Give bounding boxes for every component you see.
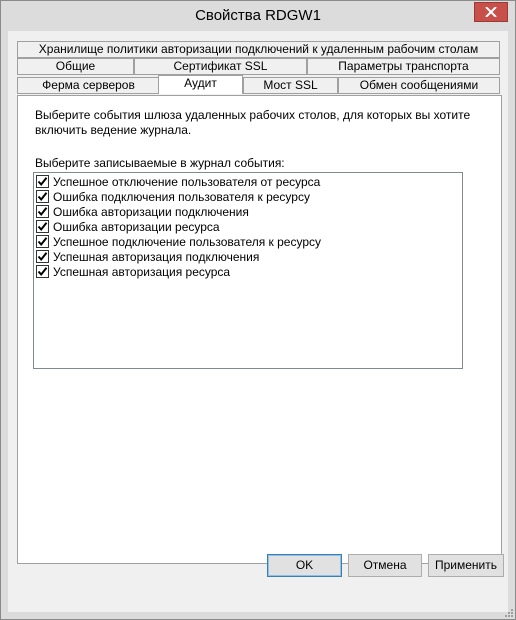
ok-button[interactable]: OK [267, 554, 342, 577]
close-icon [485, 7, 497, 17]
list-item[interactable] [36, 219, 220, 234]
tab-label: Аудит [184, 76, 217, 90]
audit-tab-panel [17, 95, 502, 564]
list-item[interactable] [36, 249, 259, 264]
checkmark-icon [37, 266, 48, 277]
tab-messaging[interactable] [338, 77, 500, 94]
events-checklist[interactable] [33, 172, 463, 369]
list-item[interactable] [36, 234, 321, 249]
event-label: Ошибка авторизации ресурса [53, 219, 220, 234]
tab-transport-settings[interactable] [307, 58, 500, 75]
tab-label: Параметры транспорта [338, 59, 469, 73]
checkmark-icon [37, 206, 48, 217]
tab-label: Мост SSL [263, 78, 318, 92]
checkmark-icon [37, 251, 48, 262]
list-item[interactable] [36, 204, 249, 219]
checkmark-icon [37, 176, 48, 187]
checkmark-icon [37, 236, 48, 247]
tab-label: Обмен сообщениями [359, 78, 479, 92]
checkbox[interactable] [36, 265, 49, 278]
window-title: Свойства RDGW1 [195, 7, 321, 24]
checkmark-icon [37, 191, 48, 202]
checkbox[interactable] [36, 220, 49, 233]
list-item[interactable] [36, 264, 230, 279]
event-label: Ошибка подключения пользователя к ресурсу [53, 189, 310, 204]
tab-label: Общие [55, 59, 96, 73]
tab-label: Сертификат SSL [173, 59, 268, 73]
audit-description: Выберите события шлюза удаленных рабочих столов, для которых вы хотите включить ведение журнала. [35, 108, 471, 137]
checkbox[interactable] [36, 235, 49, 248]
tab-server-farm[interactable] [17, 77, 160, 94]
resize-grip-icon[interactable] [503, 607, 513, 617]
tab-rd-cap-store[interactable] [17, 41, 500, 58]
event-label: Ошибка авторизации подключения [53, 204, 249, 219]
tab-general[interactable] [17, 58, 134, 75]
tab-label: Хранилище политики авторизации подключений к удаленным рабочим столам [38, 42, 479, 56]
tab-ssl-certificate[interactable] [134, 58, 307, 75]
event-label: Успешное подключение пользователя к ресурсу [53, 234, 322, 249]
checkbox[interactable] [36, 175, 49, 188]
event-label: Успешная авторизация ресурса [53, 264, 231, 279]
tab-audit[interactable] [158, 75, 243, 94]
title-bar[interactable] [1, 1, 515, 31]
list-item[interactable] [36, 189, 310, 204]
checkbox[interactable] [36, 250, 49, 263]
events-list-label: Выберите записываемые в журнал события: [35, 156, 285, 170]
checkbox[interactable] [36, 190, 49, 203]
cancel-button[interactable]: Отмена [348, 554, 422, 577]
event-label: Успешное отключение пользователя от ресурса [53, 174, 321, 189]
event-label: Успешная авторизация подключения [53, 249, 260, 264]
tab-label: Ферма серверов [42, 78, 135, 92]
apply-button[interactable]: Применить [428, 554, 504, 577]
checkmark-icon [37, 221, 48, 232]
list-item[interactable] [36, 174, 320, 189]
close-button[interactable] [474, 2, 508, 22]
checkbox[interactable] [36, 205, 49, 218]
tab-ssl-bridging[interactable] [243, 77, 338, 94]
